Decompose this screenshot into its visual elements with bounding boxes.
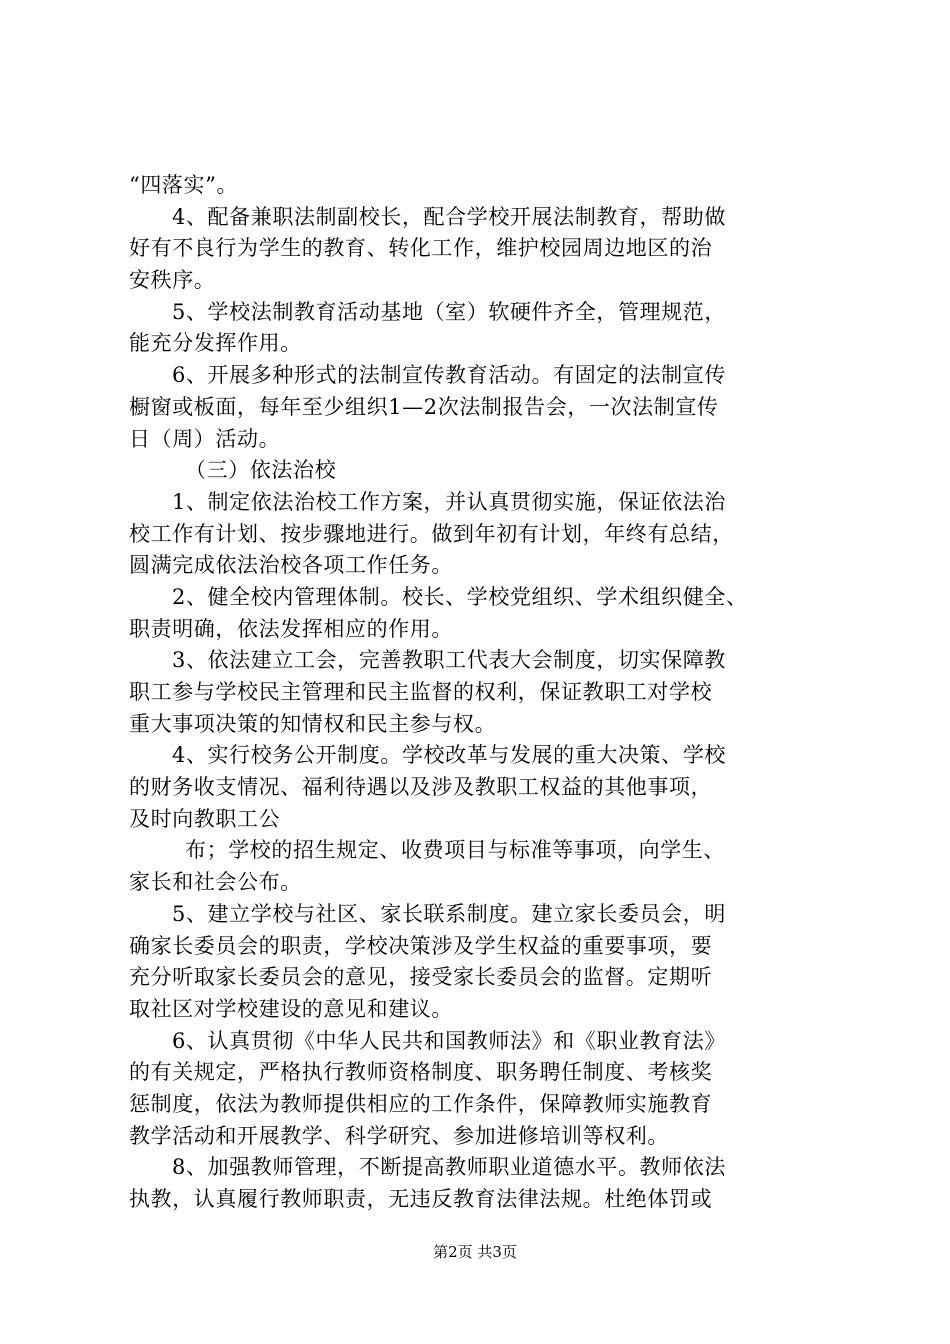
text-line: 教学活动和开展教学、科学研究、参加进修培训等权利。 bbox=[129, 1123, 669, 1148]
text-line: “四落实”。 bbox=[129, 173, 239, 197]
text-line: 校工作有计划、按步骤地进行。做到年初有计划，年终有总结， bbox=[129, 521, 734, 546]
paragraph-start: 5、学校法制教育活动基地（室）软硬件齐全，管理规范， bbox=[172, 299, 726, 324]
text-line: 橱窗或板面，每年至少组织1—2次法制报告会，一次法制宣传 bbox=[129, 394, 719, 419]
paragraph-start: 4、配备兼职法制副校长，配合学校开展法制教育，帮助做 bbox=[172, 204, 726, 229]
text-line: 充分听取家长委员会的意见，接受家长委员会的监督。定期听 bbox=[129, 965, 713, 990]
text-line: 职工参与学校民主管理和民主监督的权利，保证教职工对学校 bbox=[129, 680, 713, 704]
paragraph-start: 8、加强教师管理，不断提高教师职业道德水平。教师依法 bbox=[172, 1155, 726, 1180]
text-line: 的财务收支情况、福利待遇以及涉及教职工权益的其他事项， bbox=[129, 775, 713, 800]
text-line: 的有关规定，严格执行教师资格制度、职务聘任制度、考核奖 bbox=[129, 1060, 713, 1085]
text-line: 职责明确，依法发挥相应的作用。 bbox=[129, 616, 453, 641]
text-line: 好有不良行为学生的教育、转化工作，维护校园周边地区的治 bbox=[129, 236, 713, 261]
document-body bbox=[129, 170, 829, 1216]
text-line: 日（周）活动。 bbox=[129, 426, 281, 451]
paragraph-start: 2、健全校内管理体制。校长、学校党组织、学术组织健全、 bbox=[172, 584, 748, 609]
paragraph-start: 5、建立学校与社区、家长联系制度。建立家长委员会，明 bbox=[172, 901, 726, 926]
paragraph-start: 布；学校的招生规定、收费项目与标准等事项，向学生、 bbox=[185, 838, 725, 863]
page-number-footer: 第2页 共3页 bbox=[433, 1243, 517, 1261]
paragraph-start: 6、认真贯彻《中华人民共和国教师法》和《职业教育法》 bbox=[172, 1028, 726, 1053]
text-line: 家长和社会公布。 bbox=[129, 870, 302, 895]
text-line: 取社区对学校建设的意见和建议。 bbox=[129, 996, 453, 1021]
text-line: 执教，认真履行教师职责，无违反教育法律法规。杜绝体罚或 bbox=[129, 1187, 713, 1211]
text-line: 能充分发挥作用。 bbox=[129, 331, 302, 356]
text-line: 惩制度，依法为教师提供相应的工作条件，保障教师实施教育 bbox=[129, 1091, 713, 1116]
text-line: 重大事项决策的知情权和民主参与权。 bbox=[129, 711, 497, 736]
section-heading: （三）依法治校 bbox=[185, 458, 337, 483]
paragraph-start: 6、开展多种形式的法制宣传教育活动。有固定的法制宣传 bbox=[172, 363, 726, 388]
text-line: 及时向教职工公 bbox=[129, 806, 281, 831]
text-line: 安秩序。 bbox=[129, 268, 216, 293]
text-line: 确家长委员会的职责，学校决策涉及学生权益的重要事项，要 bbox=[129, 933, 713, 958]
paragraph-start: 1、制定依法治校工作方案，并认真贯彻实施，保证依法治 bbox=[172, 489, 726, 514]
paragraph-start: 4、实行校务公开制度。学校改革与发展的重大决策、学校 bbox=[172, 743, 726, 768]
text-line: 圆满完成依法治校各项工作任务。 bbox=[129, 553, 453, 578]
paragraph-start: 3、依法建立工会，完善教职工代表大会制度，切实保障教 bbox=[172, 648, 726, 673]
